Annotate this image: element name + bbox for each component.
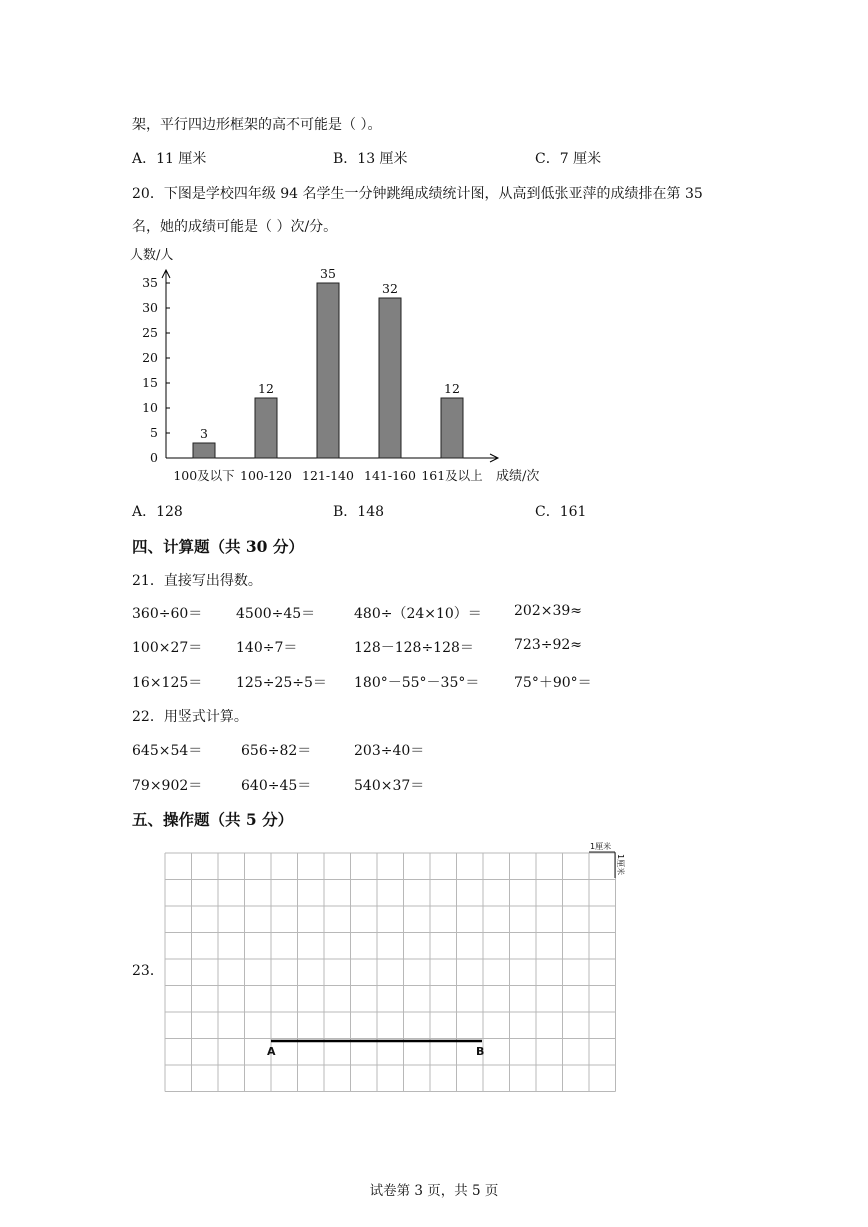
q22-problem: 540×37＝ (354, 778, 425, 794)
bar (255, 398, 277, 458)
bar-data-label: 12 (444, 381, 460, 396)
drawing-grid[interactable] (160, 838, 640, 1108)
q20-text-line1: 20．下图是学校四年级 94 名学生一分钟跳绳成绩统计图，从高到低张亚萍的成绩排在第 35 (132, 186, 703, 202)
q20-text-line2: 名，她的成绩可能是（ ）次/分。 (132, 219, 338, 235)
q19-text: 架，平行四边形框架的高不可能是（ ）。 (132, 117, 382, 133)
q22-title: 22．用竖式计算。 (132, 709, 248, 725)
bar (193, 443, 215, 458)
chart-y-axis (142, 270, 170, 465)
q21-problem: 480÷（24×10）＝ (354, 606, 482, 622)
y-tick-label: 30 (142, 300, 158, 315)
chart-x-axis-label: 成绩/次 (496, 469, 540, 484)
x-category-label: 100-120 (240, 468, 292, 483)
q21-problem: 125÷25÷5＝ (236, 675, 327, 691)
bar-data-label: 12 (258, 381, 274, 396)
q21-problem: 723÷92≈ (514, 637, 582, 653)
point-b-label: B (476, 1045, 485, 1058)
unit-label-vertical: 1厘米 (616, 854, 625, 876)
x-category-label: 161及以上 (421, 468, 483, 483)
jump-rope-bar-chart (120, 242, 560, 492)
page-footer: 试卷第 3 页，共 5 页 (369, 1183, 499, 1199)
q21-problem: 202×39≈ (514, 603, 582, 619)
bar (317, 283, 339, 458)
bar-data-label: 32 (382, 281, 398, 296)
q21-problem: 360÷60＝ (132, 606, 203, 622)
chart-bars (193, 266, 463, 458)
section-5-title: 五、操作题（共 5 分） (132, 810, 294, 829)
q22-problem: 640÷45＝ (241, 778, 312, 794)
q20-option-a: A．128 (132, 504, 183, 520)
q19-option-a: A．11 厘米 (132, 151, 207, 167)
section-4-title: 四、计算题（共 30 分） (132, 537, 304, 556)
bar (441, 398, 463, 458)
q21-problem: 4500÷45＝ (236, 606, 316, 622)
grid-lines (165, 853, 616, 1092)
x-category-label: 121-140 (302, 468, 354, 483)
q23-label: 23． (132, 963, 164, 979)
q22-problem: 203÷40＝ (354, 743, 425, 759)
chart-y-axis-label: 人数/人 (130, 248, 174, 263)
bar-data-label: 3 (200, 426, 208, 441)
y-tick-label: 35 (142, 275, 158, 290)
q20-option-c: C．161 (535, 504, 587, 520)
unit-label-horizontal: 1厘米 (590, 842, 612, 851)
q19-option-c: C．7 厘米 (535, 151, 602, 167)
q21-problem: 128－128÷128＝ (354, 640, 474, 656)
q21-problem: 16×125＝ (132, 675, 203, 691)
q21-title: 21．直接写出得数。 (132, 573, 262, 589)
y-tick-label: 0 (150, 450, 158, 465)
point-a-label: A (267, 1045, 276, 1058)
x-category-label: 100及以下 (173, 468, 235, 483)
y-tick-label: 10 (142, 400, 158, 415)
y-tick-label: 15 (142, 375, 158, 390)
q21-problem: 75°＋90°＝ (514, 675, 592, 691)
y-tick-label: 5 (150, 425, 158, 440)
q22-problem: 79×902＝ (132, 778, 203, 794)
q21-problem: 180°－55°－35°＝ (354, 675, 480, 691)
q22-problem: 645×54＝ (132, 743, 203, 759)
q22-problem: 656÷82＝ (241, 743, 312, 759)
unit-scale-horizontal (589, 841, 615, 852)
y-tick-label: 20 (142, 350, 158, 365)
bar-data-label: 35 (320, 266, 336, 281)
q20-option-b: B．148 (333, 504, 385, 520)
x-category-label: 141-160 (364, 468, 416, 483)
y-tick-label: 25 (142, 325, 158, 340)
q21-problem: 100×27＝ (132, 640, 203, 656)
q19-option-b: B．13 厘米 (333, 151, 408, 167)
q21-problem: 140÷7＝ (236, 640, 298, 656)
bar (379, 298, 401, 458)
unit-scale-vertical (615, 852, 626, 878)
